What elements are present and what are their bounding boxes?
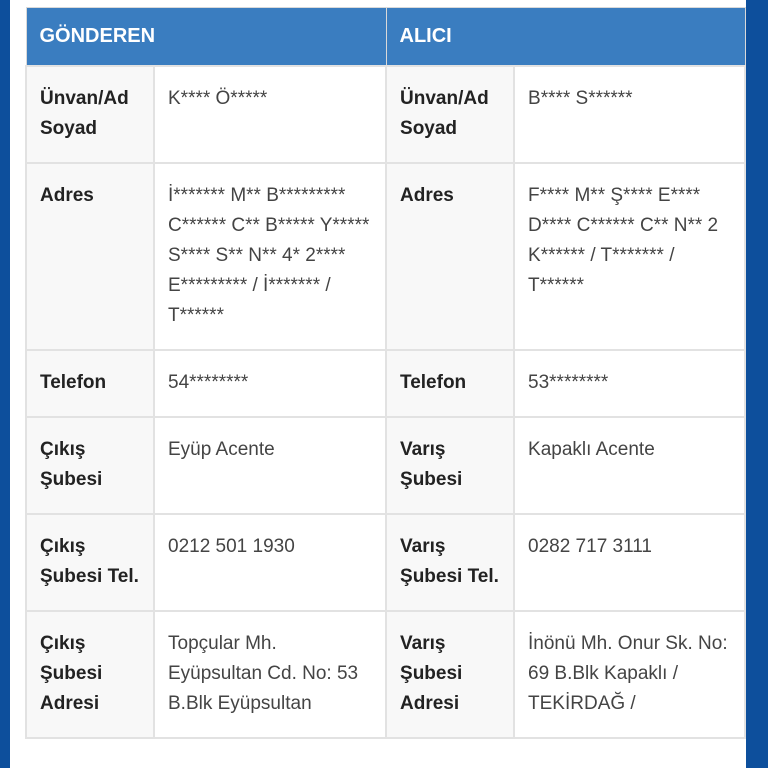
receiver-value: Kapaklı Acente <box>514 417 745 514</box>
table-row <box>26 417 745 514</box>
sender-label: Çıkış Şubesi Adresi <box>26 611 154 738</box>
shipment-details-table <box>25 7 746 739</box>
receiver-value: B**** S****** <box>514 66 745 163</box>
sender-value: 54******** <box>154 350 386 417</box>
sender-value: K**** Ö***** <box>154 66 386 163</box>
receiver-label: Varış Şubesi <box>386 417 514 514</box>
left-border <box>0 0 10 768</box>
table-row <box>26 611 745 738</box>
right-border <box>746 0 768 768</box>
sender-value: Eyüp Acente <box>154 417 386 514</box>
receiver-value: İnönü Mh. Onur Sk. No: 69 B.Blk Kapaklı / TEKİRDAĞ / <box>514 611 745 738</box>
table-row <box>26 163 745 350</box>
receiver-label: Varış Şubesi Adresi <box>386 611 514 738</box>
sender-label: Çıkış Şubesi Tel. <box>26 514 154 611</box>
sender-header: GÖNDEREN <box>26 8 386 67</box>
sender-label: Telefon <box>26 350 154 417</box>
receiver-value: 0282 717 3111 <box>514 514 745 611</box>
sender-label: Ünvan/Ad Soyad <box>26 66 154 163</box>
table-row <box>26 350 745 417</box>
receiver-value: 53******** <box>514 350 745 417</box>
receiver-label: Ünvan/Ad Soyad <box>386 66 514 163</box>
receiver-label: Telefon <box>386 350 514 417</box>
sender-value: 0212 501 1930 <box>154 514 386 611</box>
table-row <box>26 514 745 611</box>
table-header <box>26 8 745 67</box>
sender-value: Topçular Mh. Eyüpsultan Cd. No: 53 B.Blk Eyüpsultan <box>154 611 386 738</box>
receiver-label: Varış Şubesi Tel. <box>386 514 514 611</box>
sender-label: Çıkış Şubesi <box>26 417 154 514</box>
receiver-value: F**** M** Ş**** E**** D**** C****** C** N** 2 K****** / T******* / T****** <box>514 163 745 350</box>
table-row <box>26 66 745 163</box>
sender-label: Adres <box>26 163 154 350</box>
sender-value: İ******* M** B********* C****** C** B***** Y***** S**** S** N** 4* 2**** E********* / İ******* / T****** <box>154 163 386 350</box>
receiver-header: ALICI <box>386 8 745 67</box>
receiver-label: Adres <box>386 163 514 350</box>
